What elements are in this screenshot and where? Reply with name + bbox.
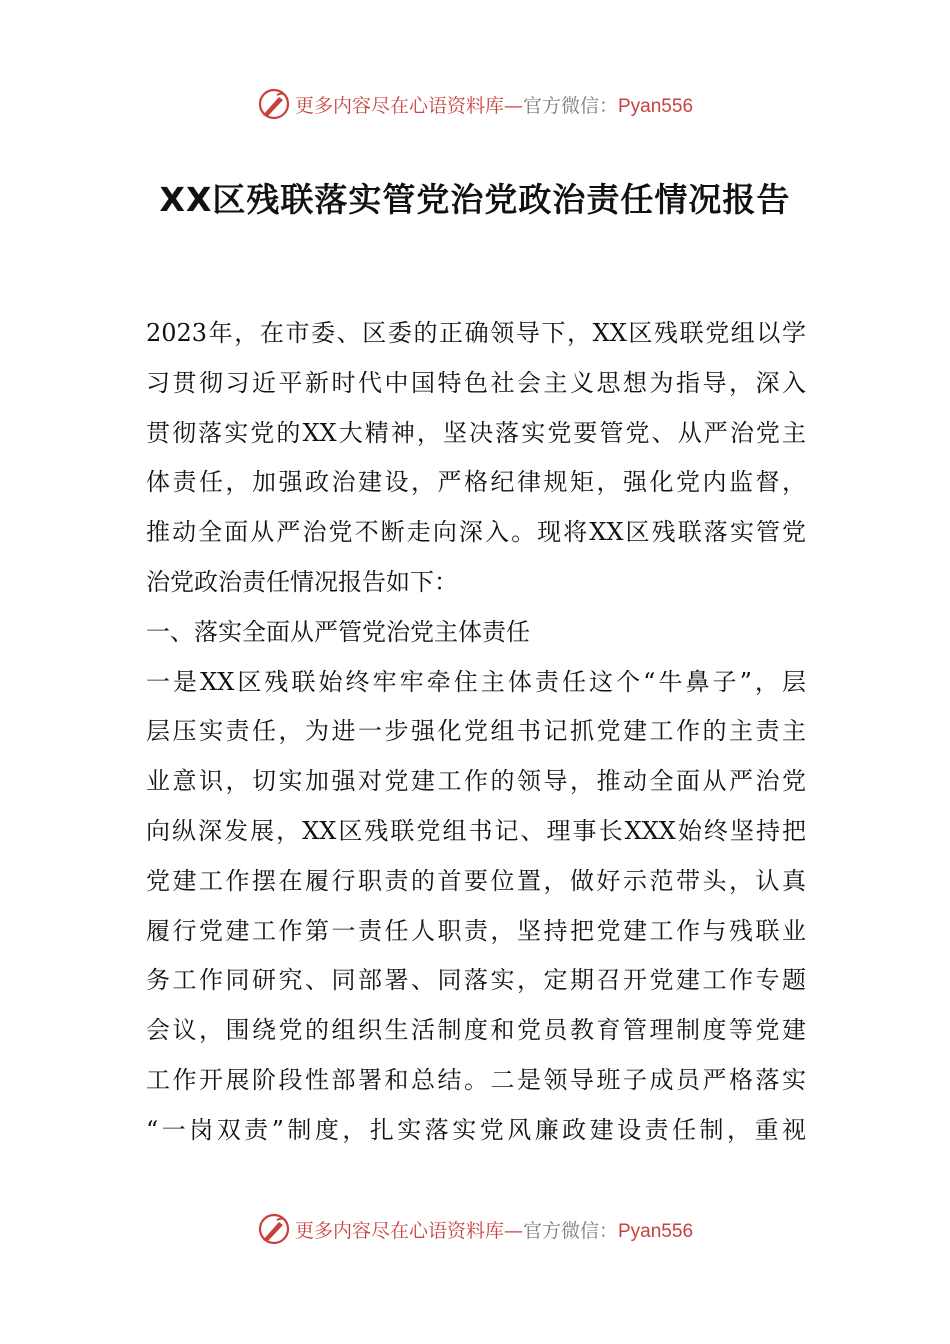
- body-line: 治党政治责任情况报告如下：: [146, 567, 458, 596]
- pen-logo-icon: [257, 1212, 291, 1246]
- banner-main: 更多内容尽在心语资料库: [294, 94, 504, 117]
- body-line: 2023年，在市委、区委的正确领导下，XX区残联党组以学: [146, 319, 806, 347]
- body-line: 履行党建工作第一责任人职责，坚持把党建工作与残联业: [146, 916, 806, 945]
- body-line: 习贯彻习近平新时代中国特色社会主义思想为指导，深入: [146, 368, 806, 397]
- body-line: 党建工作摆在履行职责的首要位置，做好示范带头，认真: [146, 866, 806, 895]
- banner-label: 官方微信：: [522, 1219, 618, 1242]
- banner-text: [295, 91, 693, 118]
- body-line: 务工作同研究、同部署、同落实，定期召开党建工作专题: [146, 966, 806, 995]
- banner-dash: —: [503, 94, 523, 117]
- body-line: 业意识，切实加强对党建工作的领导，推动全面从严治党: [146, 767, 806, 796]
- banner-wechat-id: Pyan556: [618, 95, 694, 117]
- body-line: “一岗双责”制度，扎实落实党风廉政建设责任制，重视: [146, 1115, 806, 1144]
- document-title: XX区残联落实管党治党政治责任情况报告: [159, 180, 791, 219]
- document-body: [146, 309, 806, 1156]
- banner-dash: —: [503, 1219, 523, 1242]
- header-banner: [0, 84, 950, 124]
- body-line: 会议，围绕党的组织生活制度和党员教育管理制度等党建: [146, 1016, 806, 1045]
- body-line: 体责任，加强政治建设，严格纪律规矩，强化党内监督，: [146, 468, 806, 497]
- pen-logo-icon: [257, 87, 291, 121]
- banner-main: 更多内容尽在心语资料库: [294, 1219, 504, 1242]
- banner-label: 官方微信：: [522, 94, 618, 117]
- body-line: 工作开展阶段性部署和总结。二是领导班子成员严格落实: [146, 1065, 806, 1094]
- body-line: 推动全面从严治党不断走向深入。现将XX区残联落实管党: [146, 518, 806, 547]
- body-line: 向纵深发展，XX区残联党组书记、理事长XXX始终坚持把: [146, 816, 806, 845]
- body-line: 一是XX区残联始终牢牢牵住主体责任这个“牛鼻子”，层: [146, 667, 806, 696]
- body-line: 层压实责任，为进一步强化党组书记抓党建工作的主责主: [146, 717, 806, 746]
- footer-banner: [0, 1209, 950, 1249]
- banner-wechat-id: Pyan556: [618, 1220, 694, 1242]
- body-line: 贯彻落实党的XX大精神，坚决落实党要管党、从严治党主: [146, 418, 806, 447]
- section-heading: 一、落实全面从严管党治党主体责任: [146, 617, 530, 646]
- banner-text: [295, 1216, 693, 1243]
